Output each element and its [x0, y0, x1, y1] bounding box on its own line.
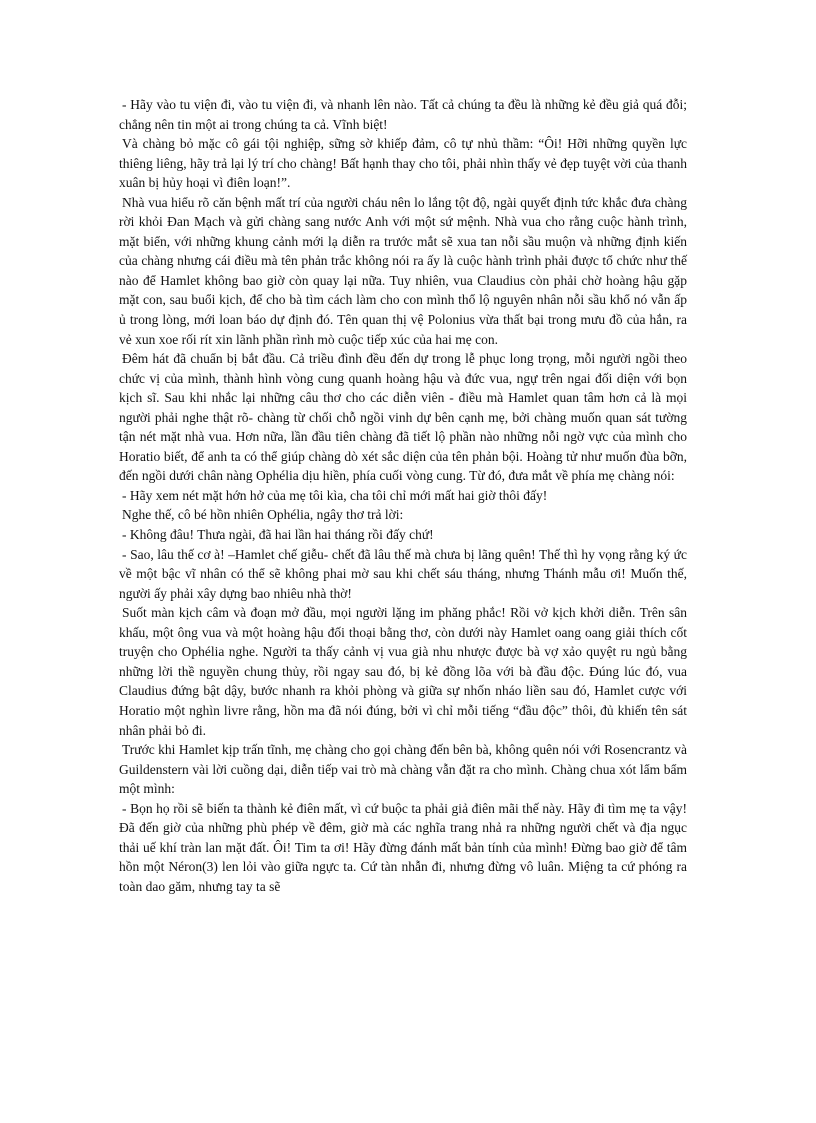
paragraph: Và chàng bỏ mặc cô gái tội nghiệp, sững sờ khiếp đảm, cô tự nhủ thầm: “Ôi! Hỡi những quyền lực thiêng liêng, hãy trả lại lý trí cho chàng! Bất hạnh thay cho tôi, phải nhìn thấy vẻ đẹp tuyệt vời của thanh xuân bị hủy hoại vì điên loạn!”. [119, 136, 687, 191]
paragraph: Nghe thế, cô bé hồn nhiên Ophélia, ngây thơ trả lời: [122, 507, 404, 523]
paragraph: Trước khi Hamlet kịp trấn tĩnh, mẹ chàng cho gọi chàng đến bên bà, không quên nói với Rosencrantz và Guildenstern vài lời cuồng dại, diễn tiếp vai trò mà chàng vẫn đặt ra cho mình. Chàng chua xót lẩm bẩm một mình: [119, 742, 687, 797]
paragraph: - Hãy xem nét mặt hớn hở của mẹ tôi kìa, cha tôi chỉ mới mất hai giờ thôi đấy! [122, 487, 548, 503]
paragraph: - Hãy vào tu viện đi, vào tu viện đi, và nhanh lên nào. Tất cả chúng ta đều là những kẻ đều giả quá đỗi; chẳng nên tin một ai trong chúng ta cả. Vĩnh biệt! [119, 97, 687, 132]
paragraph: Suốt màn kịch câm và đoạn mở đầu, mọi người lặng im phăng phắc! Rồi vở kịch khởi diễn. Trên sân khấu, một ông vua và một hoàng hậu đối thoại bằng thơ, còn dưới này Hamlet oang oang giải thích cốt truyện cho Ophélia nghe. Người ta thấy cảnh vị vua già nhu nhược được bà vợ xảo quyệt ru ngủ bằng những lời thề nguyền chung thủy, rồi ngay sau đó, bị kẻ đồng lõa với bà đầu độc. Đúng lúc đó, vua Claudius đứng bật dậy, bước nhanh ra khỏi phòng và giữa sự nhốn nháo liền sau đó, Hamlet cược với Horatio một nghìn livre rằng, hồn ma đã nói đúng, bởi vì chỉ mỗi tiếng “đầu độc” thôi, đủ khiến tên sát nhân phải bỏ đi. [119, 605, 687, 738]
paragraph: - Bọn họ rồi sẽ biến ta thành kẻ điên mất, vì cứ buộc ta phải giả điên mãi thế này. Hãy đi tìm mẹ ta vậy! Đã đến giờ của những phù phép về đêm, giờ mà các nghĩa trang nhả ra những người chết và địa ngục thải uế khí tràn lan mặt đất. Ôi! Tim ta ơi! Hãy đừng đánh mất bản tính của mình! Đừng bao giờ để tâm hồn một Néron(3) len lỏi vào giữa ngực ta. Cứ tàn nhẫn đi, nhưng đừng vô luân. Miệng ta cứ phóng ra toàn dao găm, nhưng tay ta sẽ [119, 800, 687, 894]
body-text [119, 95, 687, 896]
paragraph: - Không đâu! Thưa ngài, đã hai lần hai tháng rồi đấy chứ! [122, 527, 434, 543]
paragraph: - Sao, lâu thế cơ à! –Hamlet chế giễu- chết đã lâu thế mà chưa bị lãng quên! Thế thì hy vọng rằng ký ức về một bậc vĩ nhân có thể sẽ không phai mờ sau khi chết sáu tháng, nhưng Thánh mẫu ơi! Muốn thế, người ấy phải xây dựng bao nhiêu nhà thờ! [119, 546, 687, 601]
paragraph: Đêm hát đã chuẩn bị bắt đầu. Cả triều đình đều đến dự trong lễ phục long trọng, mỗi người ngồi theo chức vị của mình, thành hình vòng cung quanh hoàng hậu và đức vua, ngự trên ngai đối diện với bọn kịch sĩ. Sau khi nhắc lại những câu thơ cho các diễn viên - điều mà Hamlet quan tâm hơn cả là mọi người phải nghe thật rõ- chàng từ chối chỗ ngồi vinh dự bên cạnh mẹ, bởi chàng muốn quan sát tường tận nét mặt nhà vua. Hơn nữa, lần đầu tiên chàng đã tiết lộ phần nào những nỗi ngờ vực của mình cho Horatio biết, để anh ta có thể giúp chàng dò xét sắc diện của tên phản bội. Hoàng tử như muốn đùa bỡn, đến ngồi dưới chân nàng Ophélia dịu hiền, phía cuối vòng cung. Từ đó, đưa mắt về phía mẹ chàng nói: [119, 351, 687, 484]
paragraph: Nhà vua hiểu rõ căn bệnh mất trí của người cháu nên lo lắng tột độ, ngài quyết định tức khắc đưa chàng rời khỏi Đan Mạch và gửi chàng sang nước Anh với một sứ mệnh. Nhà vua cho rằng cuộc hành trình, mặt biển, với những khung cảnh mới lạ diễn ra trước mắt sẽ xua tan nỗi sầu muộn và những định kiến của chàng nhưng cái điều mà tên phản trắc không nói ra ấy là cuộc hành trình phải được tổ chức như thế nào để Hamlet không bao giờ còn quay lại nữa. Tuy nhiên, vua Claudius còn phải chờ hoàng hậu gặp mặt con, sau buổi kịch, để cho bà tìm cách làm cho con mình thổ lộ nguyên nhân nỗi sầu khổ nó vẫn ấp ủ trong lòng, mới loan báo dự định đó. Tên quan thị vệ Polonius vừa thất bại trong mưu đồ của hắn, ra vẻ xun xoe rối rít xin lãnh phần rình mò cuộc tiếp xúc của hai mẹ con. [119, 194, 687, 347]
